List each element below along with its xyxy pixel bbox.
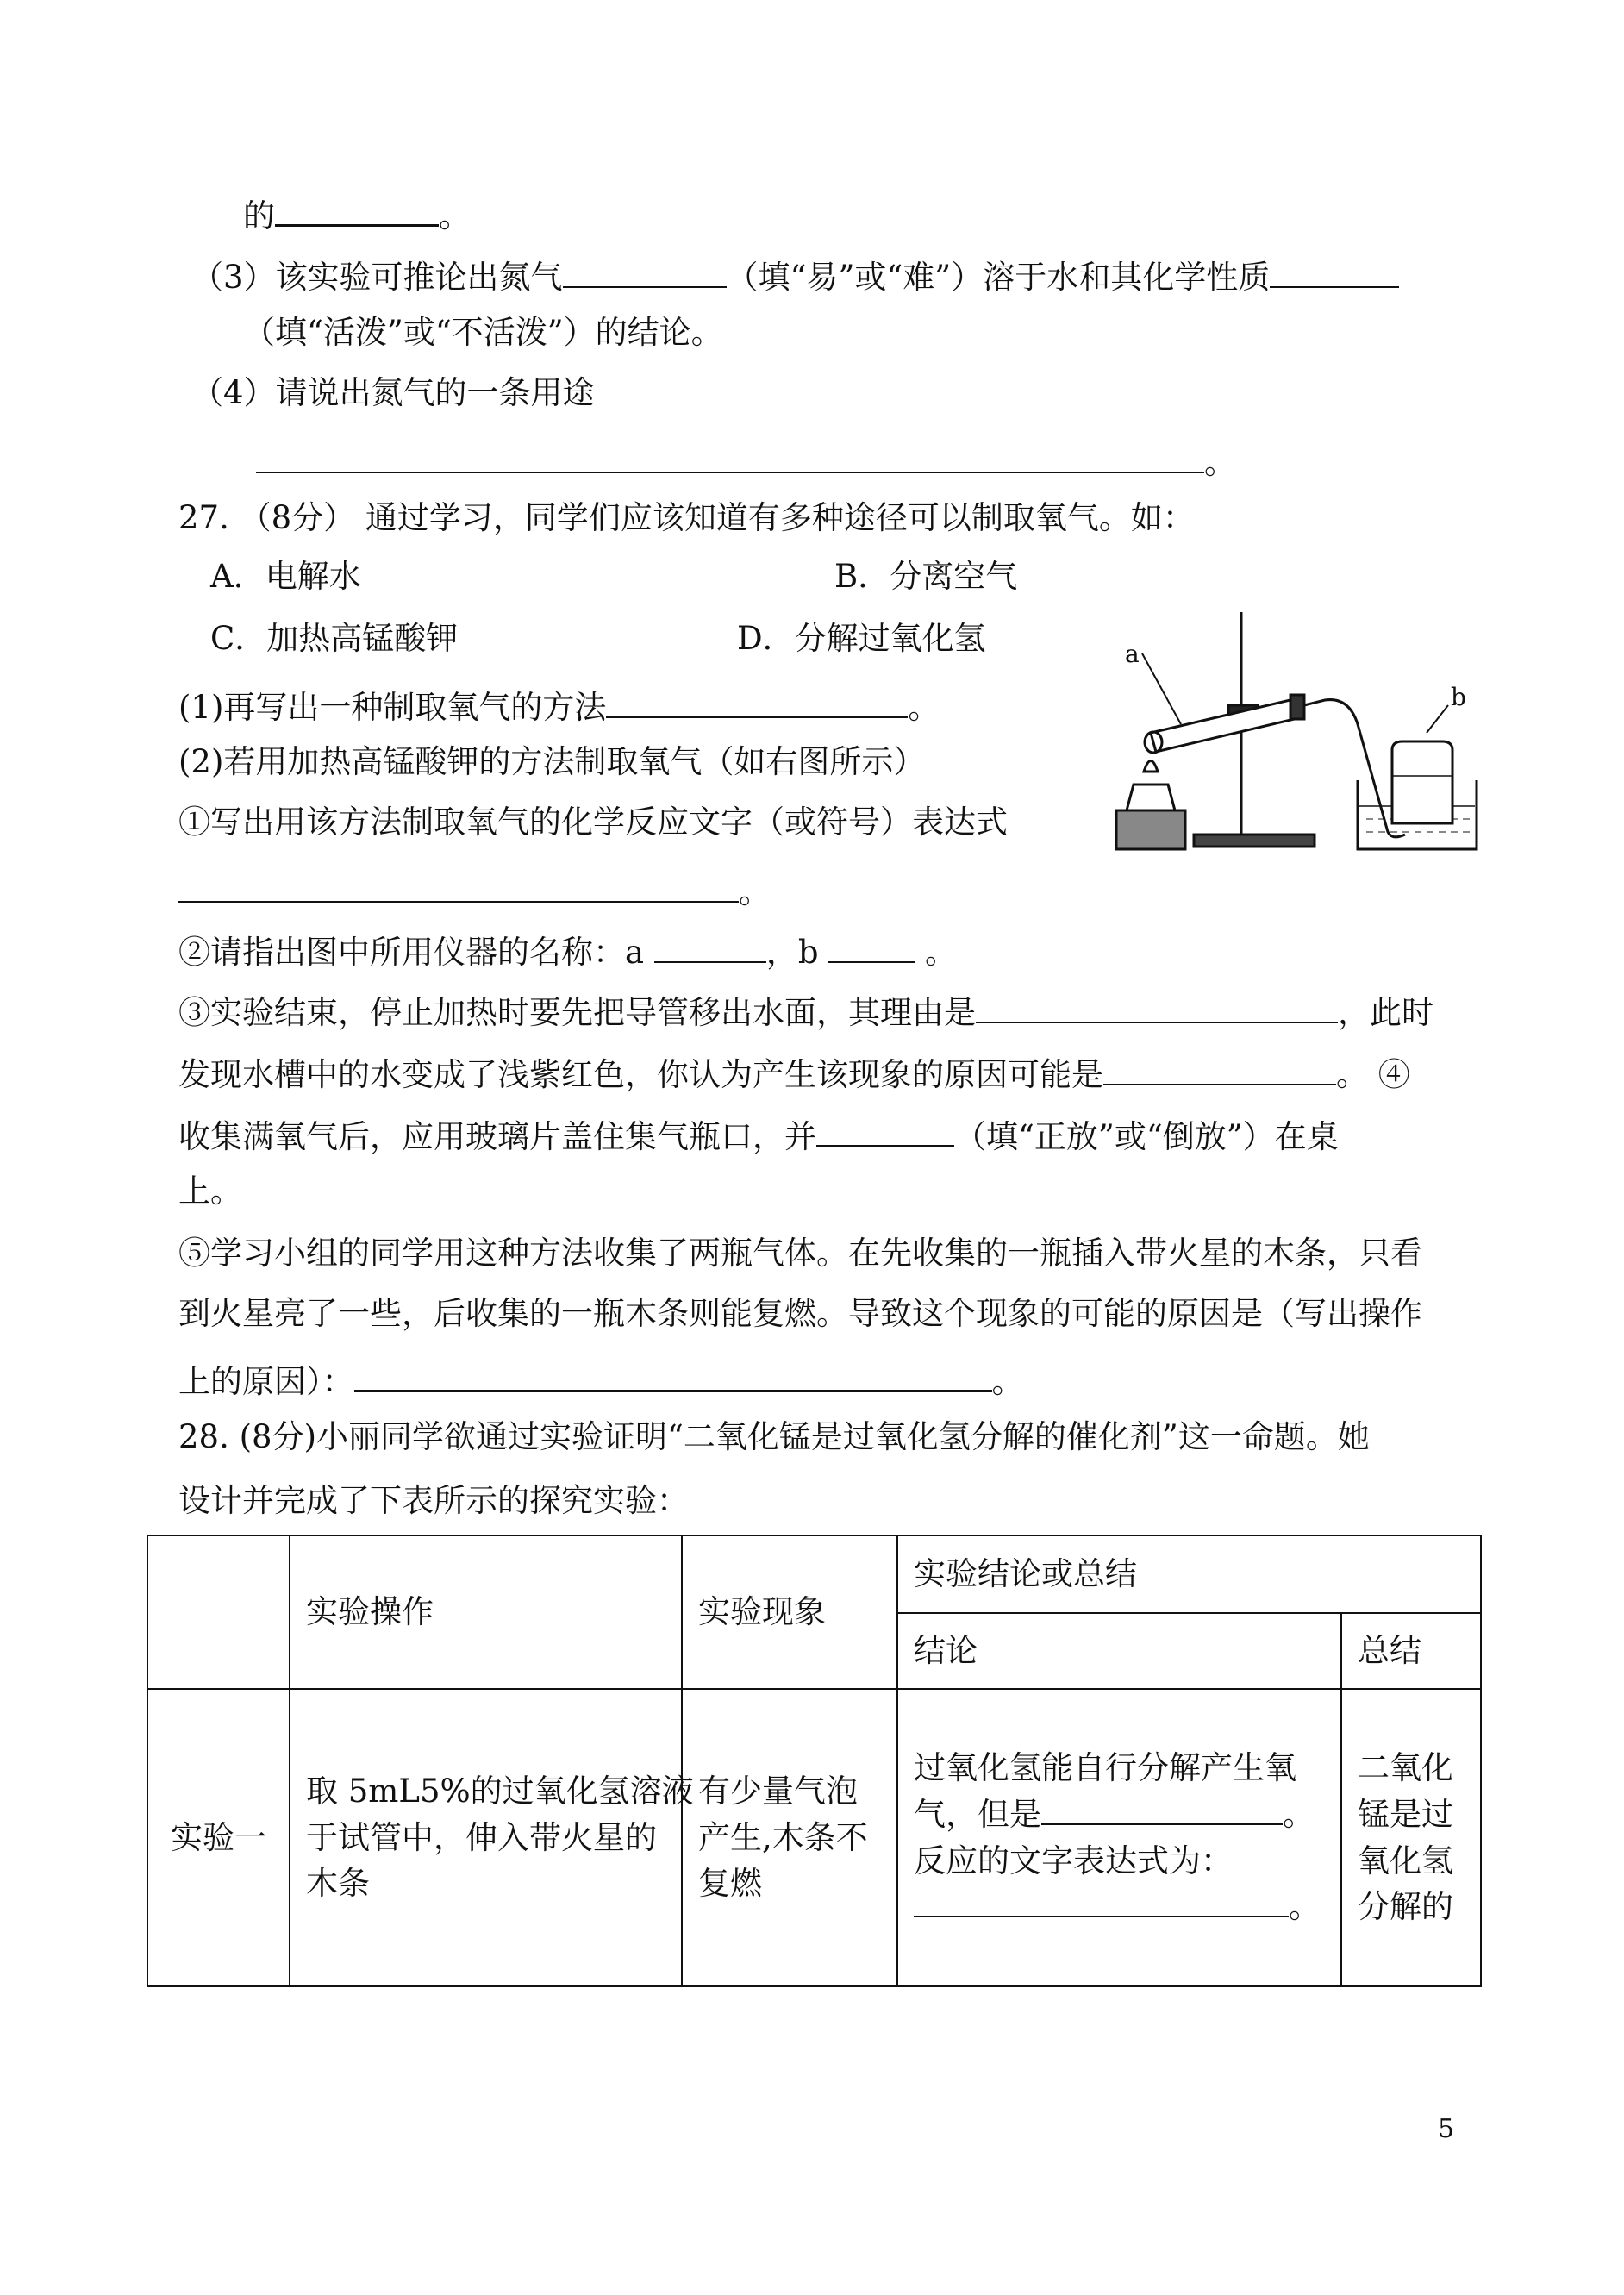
- answer-blank[interactable]: [816, 1115, 954, 1148]
- q27-part2-5-line2: 到火星亮了一些，后收集的一瓶木条则能复燃。导致这个现象的可能的原因是（写出操作: [178, 1295, 1422, 1332]
- q26-sub3-line1: （3）该实验可推论出氮气 （填“易”或“难”）溶于水和其化学性质: [191, 256, 1399, 293]
- row-label: 实验一: [147, 1689, 290, 1986]
- oxygen-apparatus-figure: [1099, 603, 1478, 862]
- header-summary: 总结: [1341, 1613, 1481, 1689]
- q26-tail-line: 的 。: [243, 194, 471, 232]
- q27-option-a: A．电解水: [210, 558, 361, 595]
- answer-blank[interactable]: [654, 931, 766, 963]
- q28-header-line1: 28. (8分)小丽同学欲通过实验证明“二氧化锰是过氧化氢分解的催化剂”这一命题。她: [178, 1418, 1370, 1455]
- q27-part2: (2)若用加热高锰酸钾的方法制取氧气（如右图所示）: [178, 743, 926, 780]
- header-conclusion: 结论: [897, 1613, 1341, 1689]
- row-operation-cell: 取 5mL5%的过氧化氢溶液 于试管中，伸入带火星的 木条: [290, 1689, 682, 1986]
- q26-sub4-line: （4）请说出氮气的一条用途: [191, 374, 595, 411]
- q26-sub4-answer-line: 。: [256, 441, 1236, 478]
- answer-blank[interactable]: [178, 871, 739, 903]
- answer-blank[interactable]: [976, 991, 1338, 1023]
- q27-part2-4-line1: 收集满氧气后，应用玻璃片盖住集气瓶口，并 （填“正放”或“倒放”）在桌: [178, 1115, 1339, 1153]
- header-conclusion-group: 实验结论或总结: [897, 1535, 1481, 1613]
- q27-part1: (1)再写出一种制取氧气的方法 。: [178, 685, 940, 723]
- q27-part2-1-answer: 。: [178, 871, 771, 908]
- q28-header-line2: 设计并完成了下表所示的探究实验：: [178, 1482, 689, 1519]
- answer-blank[interactable]: [256, 441, 1204, 473]
- page-number: 5: [1438, 2114, 1455, 2144]
- answer-blank[interactable]: [1041, 1793, 1283, 1825]
- q26-sub3-line2: （填“活泼”或“不活泼”）的结论。: [243, 314, 723, 351]
- row-phenomenon-cell: 有少量气泡 产生,木条不 复燃: [682, 1689, 897, 1986]
- q27-part2-4-line2: 上。: [178, 1173, 242, 1210]
- q27-part2-3-line2: 发现水槽中的水变成了浅紫红色，你认为产生该现象的原因可能是 。 ④: [178, 1054, 1410, 1091]
- q27-part2-2: ②请指出图中所用仪器的名称：a ，b 。: [178, 931, 957, 968]
- q27-part2-1: ①写出用该方法制取氧气的化学反应文字（或符号）表达式: [178, 804, 1008, 841]
- answer-blank[interactable]: [914, 1885, 1289, 1917]
- answer-blank[interactable]: [1270, 256, 1399, 288]
- q27-option-c: C．加热高锰酸钾: [210, 620, 459, 657]
- q27-part2-3-line1: ③实验结束，停止加热时要先把导管移出水面，其理由是 ，此时: [178, 991, 1433, 1029]
- figure-label-b: b: [1451, 683, 1466, 711]
- table-corner-cell: [147, 1535, 290, 1689]
- q27-option-b: B．分离空气: [834, 558, 1018, 595]
- answer-blank[interactable]: [275, 194, 439, 227]
- answer-blank[interactable]: [354, 1360, 992, 1392]
- q27-option-d: D．分解过氧化氢: [737, 620, 986, 657]
- q27-part2-5-line1: ⑤学习小组的同学用这种方法收集了两瓶气体。在先收集的一瓶插入带火星的木条，只看: [178, 1235, 1422, 1272]
- header-operation: 实验操作: [290, 1535, 682, 1689]
- q27-header: 27. （8分） 通过学习，同学们应该知道有多种途径可以制取氧气。如：: [178, 499, 1195, 536]
- answer-blank[interactable]: [563, 256, 727, 288]
- answer-blank[interactable]: [606, 685, 908, 718]
- figure-label-a: a: [1125, 640, 1140, 668]
- answer-blank[interactable]: [1103, 1054, 1336, 1085]
- answer-blank[interactable]: [828, 931, 915, 963]
- row-summary-cell: 二氧化 锰是过 氧化氢 分解的: [1341, 1689, 1481, 1986]
- header-phenomenon: 实验现象: [682, 1535, 897, 1689]
- row-conclusion-cell: 过氧化氢能自行分解产生氧 气，但是 。 反应的文字表达式为： 。: [897, 1689, 1341, 1986]
- experiment-table: [147, 1535, 1482, 1987]
- q27-part2-5-line3: 上的原因）： 。: [178, 1360, 1024, 1398]
